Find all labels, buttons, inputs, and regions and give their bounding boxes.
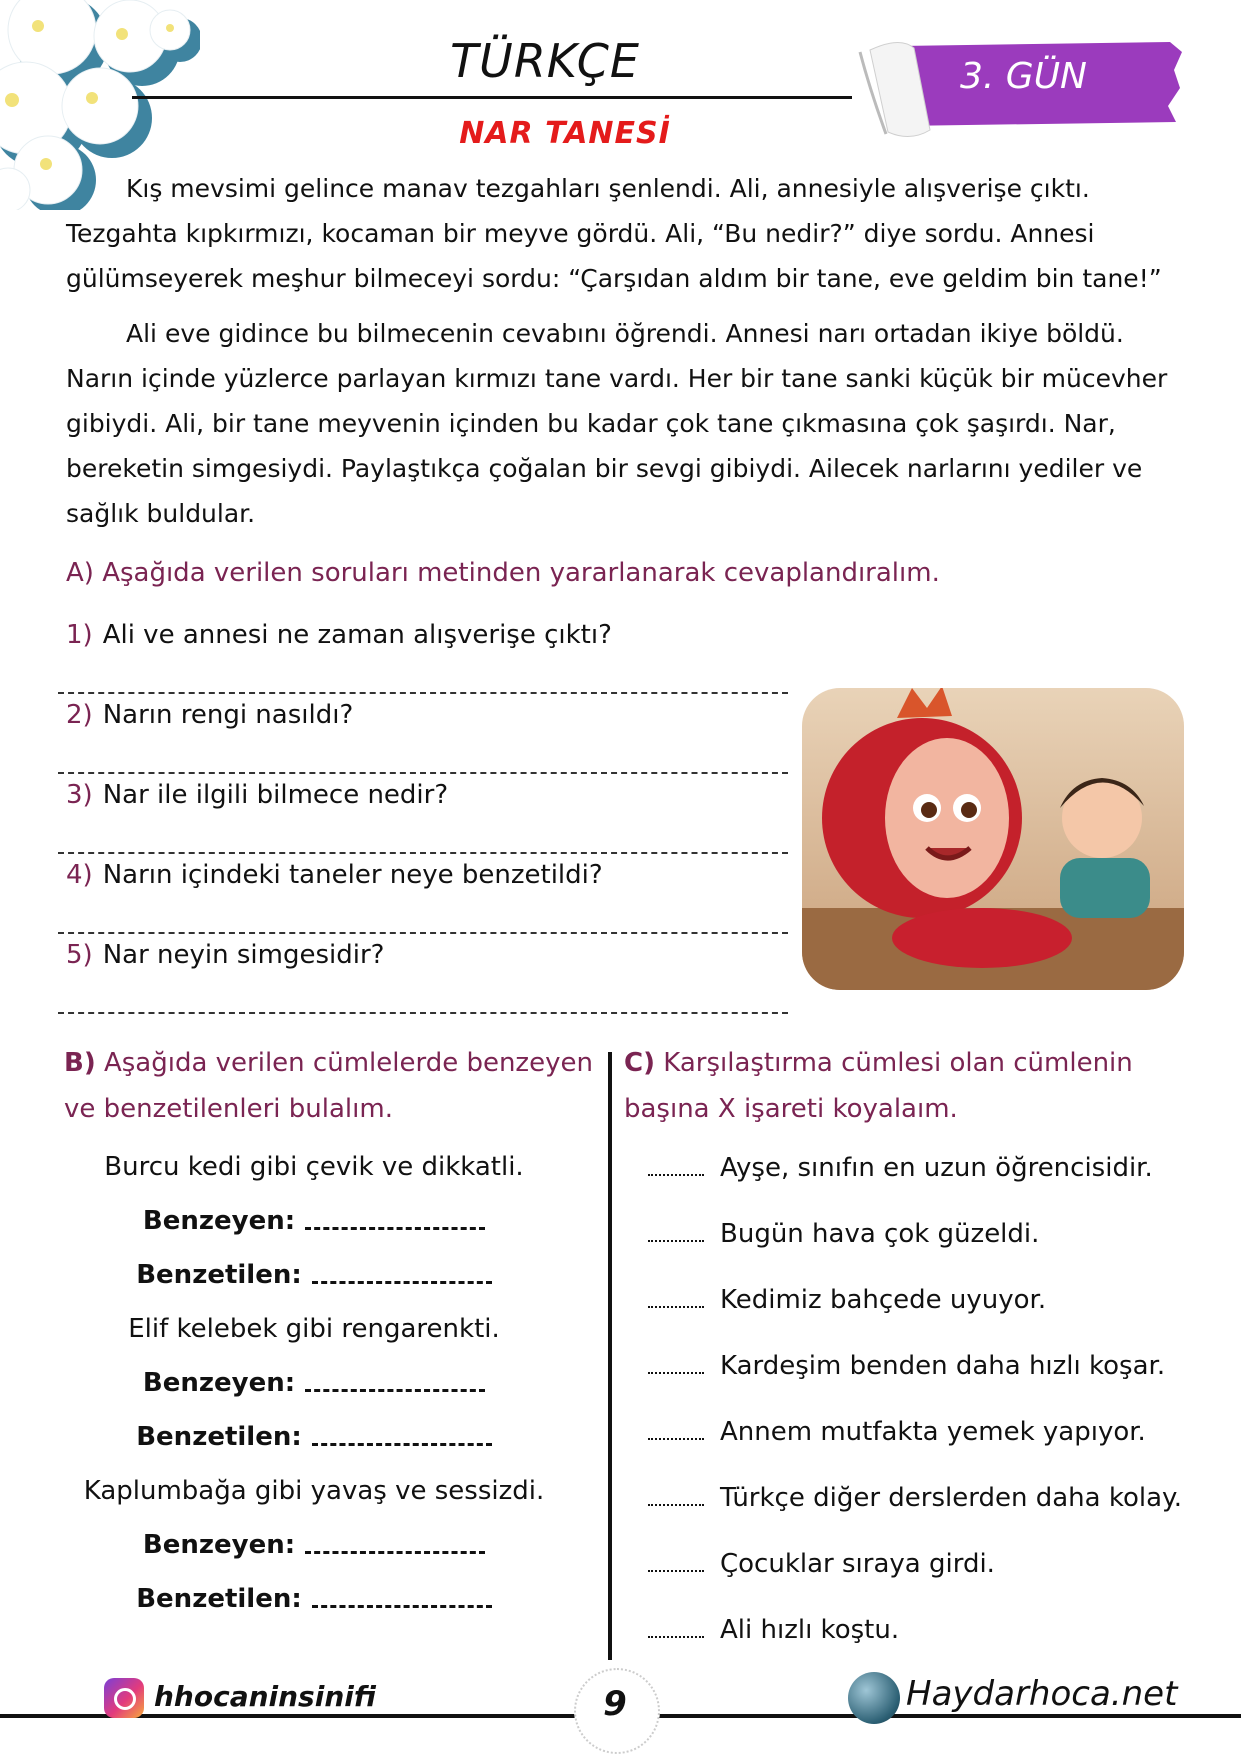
instagram-icon bbox=[104, 1678, 144, 1718]
instagram-handle: hhocaninsinifi bbox=[154, 1680, 376, 1713]
answer-blank[interactable] bbox=[305, 1537, 485, 1554]
question-number: 1) bbox=[66, 620, 93, 650]
simile-sentence: Burcu kedi gibi çevik ve dikkatli. bbox=[104, 1152, 524, 1182]
comparison-item bbox=[648, 1602, 1208, 1668]
column-divider bbox=[608, 1052, 612, 1660]
section-a-heading: A) Aşağıda verilen soruları metinden yararlanarak cevaplandıralım. bbox=[66, 558, 940, 588]
benzetilen-field bbox=[64, 1410, 564, 1464]
section-b-heading bbox=[64, 1040, 604, 1132]
benzetilen-field bbox=[64, 1572, 564, 1626]
answer-line[interactable] bbox=[58, 932, 788, 934]
mark-blank[interactable] bbox=[648, 1624, 704, 1638]
benzeyen-label: Benzeyen: bbox=[142, 1206, 296, 1236]
answer-blank[interactable] bbox=[305, 1213, 485, 1230]
comparison-sentence: Annem mutfakta yemek yapıyor. bbox=[720, 1417, 1146, 1447]
mark-blank[interactable] bbox=[648, 1558, 704, 1572]
story-title: NAR TANESİ bbox=[459, 116, 671, 151]
question-list bbox=[66, 620, 786, 1020]
comparison-item bbox=[648, 1404, 1208, 1470]
section-b-text: Aşağıda verilen cümlelerde benzeyen ve benzetilenleri bulalım. bbox=[64, 1048, 593, 1124]
page-number: 9 bbox=[603, 1684, 627, 1724]
question-number: 2) bbox=[66, 700, 93, 730]
globe-icon bbox=[848, 1672, 900, 1724]
comparison-item bbox=[648, 1206, 1208, 1272]
question-text: Ali ve annesi ne zaman alışverişe çıktı? bbox=[102, 620, 612, 650]
simile-list bbox=[64, 1140, 564, 1626]
answer-blank[interactable] bbox=[312, 1591, 492, 1608]
day-badge: 3. GÜN bbox=[960, 56, 1087, 97]
benzeyen-field bbox=[64, 1194, 564, 1248]
comparison-item bbox=[648, 1140, 1208, 1206]
mark-blank[interactable] bbox=[648, 1492, 704, 1506]
question-item bbox=[66, 940, 786, 1020]
mark-blank[interactable] bbox=[648, 1294, 704, 1308]
comparison-item bbox=[648, 1272, 1208, 1338]
answer-blank[interactable] bbox=[312, 1267, 492, 1284]
story-paragraph: Ali eve gidince bu bilmecenin cevabını öğrendi. Annesi narı ortadan ikiye böldü. Narın içinde yüzlerce parlayan kırmızı tane vardı. Her bir tane sanki küçük bir mücevher gibiydi. Ali, bir tane meyvenin içinden bu kadar çok tane çıkmasına çok şaşırdı. Nar, bereketin simgesiydi. Paylaştıkça çoğalan bir sevgi gibiydi. Ailecek narlarını yediler ve sağlık buldular. bbox=[66, 319, 1168, 528]
story-paragraph: Kış mevsimi gelince manav tezgahları şenlendi. Ali, annesiyle alışverişe çıktı. Tezgahta kıpkırmızı, kocaman bir meyve gördü. Ali, “Bu nedir?” diye sordu. Annesi gülümseyerek meşhur bilmeceyi sordu: “Çarşıdan aldım bir tane, eve geldim bin tane!” bbox=[66, 174, 1162, 293]
benzetilen-label: Benzetilen: bbox=[136, 1422, 302, 1452]
story-text bbox=[66, 166, 1176, 546]
benzeyen-field bbox=[64, 1518, 564, 1572]
question-number: 5) bbox=[66, 940, 93, 970]
comparison-list bbox=[648, 1140, 1208, 1668]
mark-blank[interactable] bbox=[648, 1426, 704, 1440]
answer-line[interactable] bbox=[58, 772, 788, 774]
mark-blank[interactable] bbox=[648, 1162, 704, 1176]
question-number: 4) bbox=[66, 860, 93, 890]
answer-blank[interactable] bbox=[312, 1429, 492, 1446]
comparison-item bbox=[648, 1470, 1208, 1536]
answer-line[interactable] bbox=[58, 852, 788, 854]
pomegranate-illustration bbox=[802, 688, 1184, 990]
comparison-sentence: Ali hızlı koştu. bbox=[720, 1615, 900, 1645]
comparison-sentence: Türkçe diğer derslerden daha kolay. bbox=[720, 1483, 1182, 1513]
question-item bbox=[66, 700, 786, 780]
comparison-sentence: Kardeşim benden daha hızlı koşar. bbox=[720, 1351, 1166, 1381]
comparison-sentence: Bugün hava çok güzeldi. bbox=[720, 1219, 1040, 1249]
section-c-heading bbox=[624, 1040, 1184, 1132]
benzeyen-field bbox=[64, 1356, 564, 1410]
section-letter: B) bbox=[64, 1048, 96, 1078]
page-title: TÜRKÇE bbox=[450, 34, 640, 88]
benzeyen-label: Benzeyen: bbox=[142, 1368, 296, 1398]
mark-blank[interactable] bbox=[648, 1228, 704, 1242]
question-text: Nar ile ilgili bilmece nedir? bbox=[102, 780, 449, 810]
comparison-sentence: Çocuklar sıraya girdi. bbox=[720, 1549, 995, 1579]
comparison-sentence: Ayşe, sınıfın en uzun öğrencisidir. bbox=[720, 1153, 1153, 1183]
answer-line[interactable] bbox=[58, 1012, 788, 1014]
benzetilen-label: Benzetilen: bbox=[136, 1260, 302, 1290]
question-item bbox=[66, 620, 786, 700]
answer-blank[interactable] bbox=[305, 1375, 485, 1392]
comparison-sentence: Kedimiz bahçede uyuyor. bbox=[720, 1285, 1047, 1315]
simile-sentence: Kaplumbağa gibi yavaş ve sessizdi. bbox=[83, 1476, 545, 1506]
website-label: Haydarhoca.net bbox=[906, 1674, 1178, 1714]
comparison-item bbox=[648, 1536, 1208, 1602]
benzeyen-label: Benzeyen: bbox=[142, 1530, 296, 1560]
question-text: Narın rengi nasıldı? bbox=[102, 700, 354, 730]
question-text: Nar neyin simgesidir? bbox=[102, 940, 385, 970]
benzetilen-field bbox=[64, 1248, 564, 1302]
simile-sentence: Elif kelebek gibi rengarenkti. bbox=[128, 1314, 500, 1344]
answer-line[interactable] bbox=[58, 692, 788, 694]
section-c-text: Karşılaştırma cümlesi olan cümlenin başına X işareti koyalaım. bbox=[624, 1048, 1133, 1124]
question-number: 3) bbox=[66, 780, 93, 810]
benzetilen-label: Benzetilen: bbox=[136, 1584, 302, 1614]
question-item bbox=[66, 780, 786, 860]
section-letter: C) bbox=[624, 1048, 655, 1078]
comparison-item bbox=[648, 1338, 1208, 1404]
question-text: Narın içindeki taneler neye benzetildi? bbox=[102, 860, 603, 890]
mark-blank[interactable] bbox=[648, 1360, 704, 1374]
header-divider bbox=[132, 96, 852, 99]
question-item bbox=[66, 860, 786, 940]
